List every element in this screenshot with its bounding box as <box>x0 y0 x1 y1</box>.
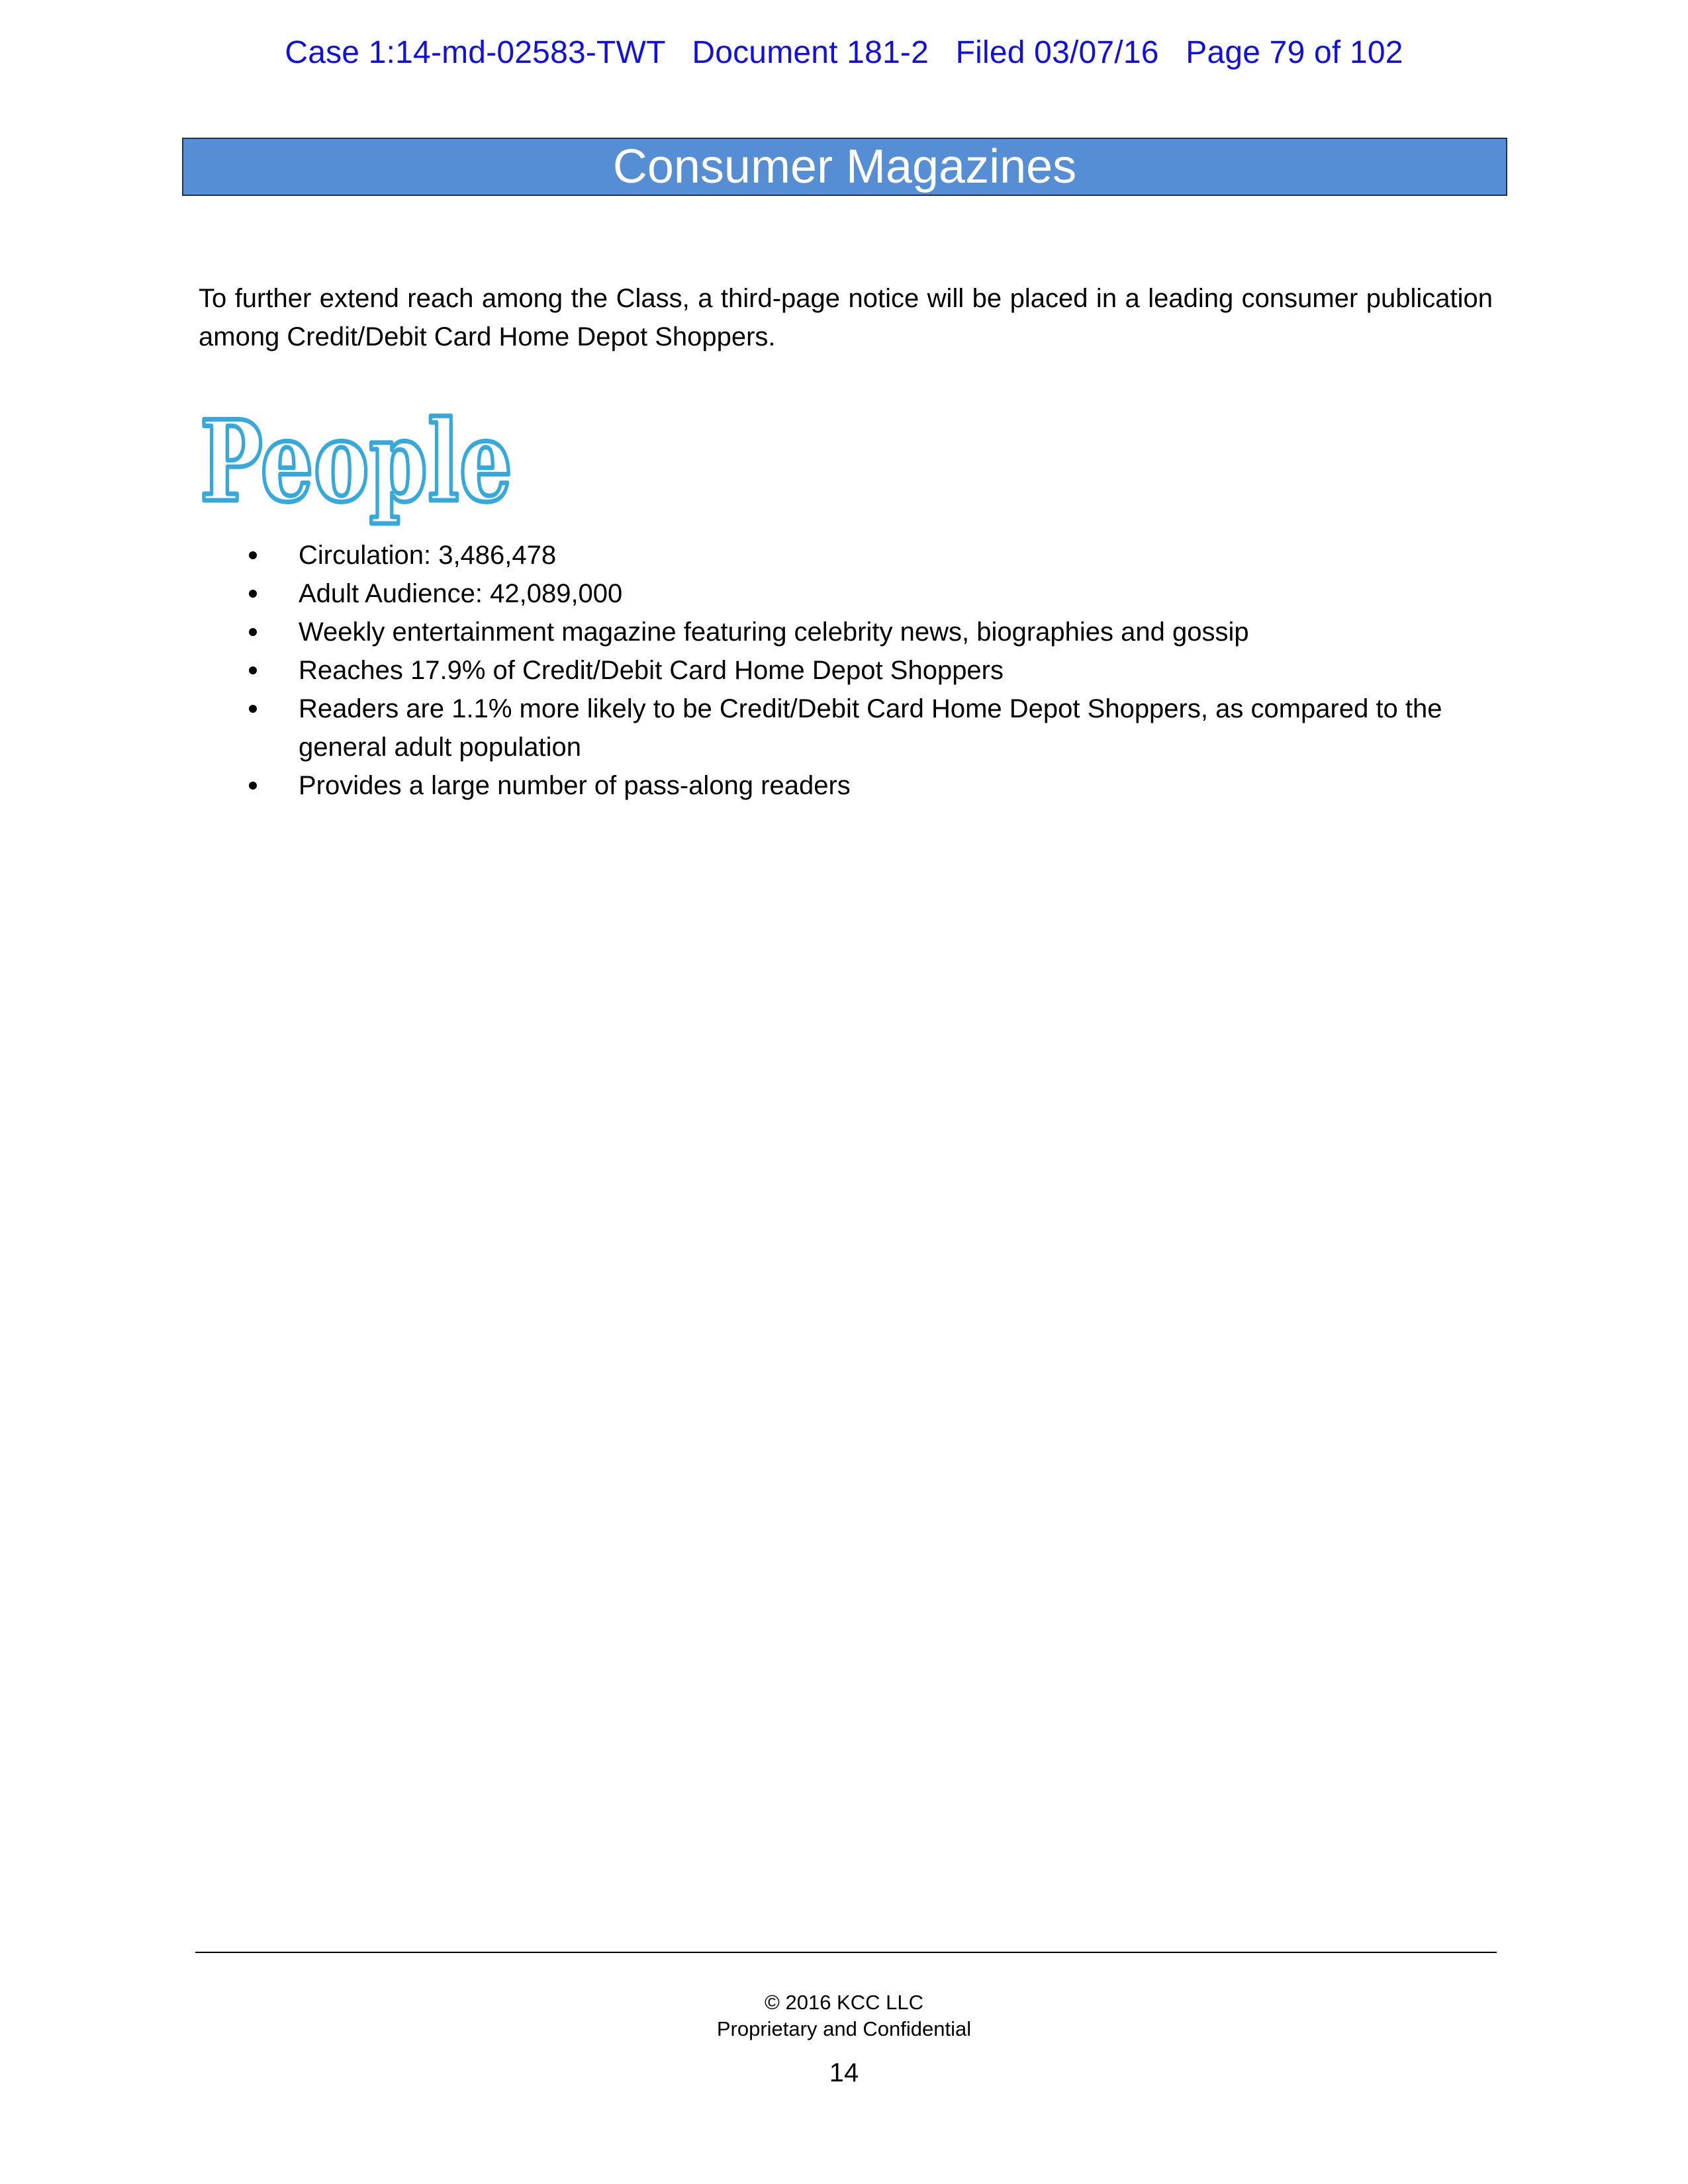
bullet-dot <box>249 705 257 713</box>
bullet-dot <box>249 590 257 598</box>
list-item <box>0 536 1497 574</box>
confidentiality-notice: Proprietary and Confidential <box>716 2017 972 2040</box>
copyright-notice: © 2016 KCC LLC <box>765 1991 923 2014</box>
bullet-dot <box>249 551 257 559</box>
case-header: Case 1:14-md-02583-TWT Document 181-2 Filed 03/07/16 Page 79 of 102 <box>285 35 1403 70</box>
list-item-text: Readers are 1.1% more likely to be Credit/Debit Card Home Depot Shoppers, as compared to the general adult population <box>299 694 1442 762</box>
list-item <box>0 690 1497 766</box>
bullet-dot <box>249 782 257 790</box>
list-item-text: Reaches 17.9% of Credit/Debit Card Home Depot Shoppers <box>299 656 1004 685</box>
list-item-text: Provides a large number of pass-along readers <box>299 771 851 800</box>
bullet-dot <box>249 666 257 674</box>
footer-divider <box>195 1952 1497 1953</box>
intro-paragraph: To further extend reach among the Class, a third-page notice will be placed in a leading consumer publication among Credit/Debit Card Home Depot Shoppers. <box>199 284 1493 351</box>
magazine-facts-list <box>0 536 1688 805</box>
list-item <box>0 766 1497 805</box>
people-magazine-logo <box>197 394 515 536</box>
section-title-bar <box>182 138 1507 196</box>
list-item-text: Weekly entertainment magazine featuring celebrity news, biographies and gossip <box>299 617 1249 647</box>
page-number: 14 <box>829 2058 859 2087</box>
section-title: Consumer Magazines <box>612 140 1077 193</box>
list-item-text: Circulation: 3,486,478 <box>299 541 557 570</box>
list-item-text: Adult Audience: 42,089,000 <box>299 579 623 608</box>
list-item <box>0 613 1497 651</box>
footer <box>0 1989 1688 2042</box>
list-item <box>0 574 1497 613</box>
bullet-dot <box>249 628 257 636</box>
logo-text: People <box>200 396 512 527</box>
list-item <box>0 651 1497 690</box>
